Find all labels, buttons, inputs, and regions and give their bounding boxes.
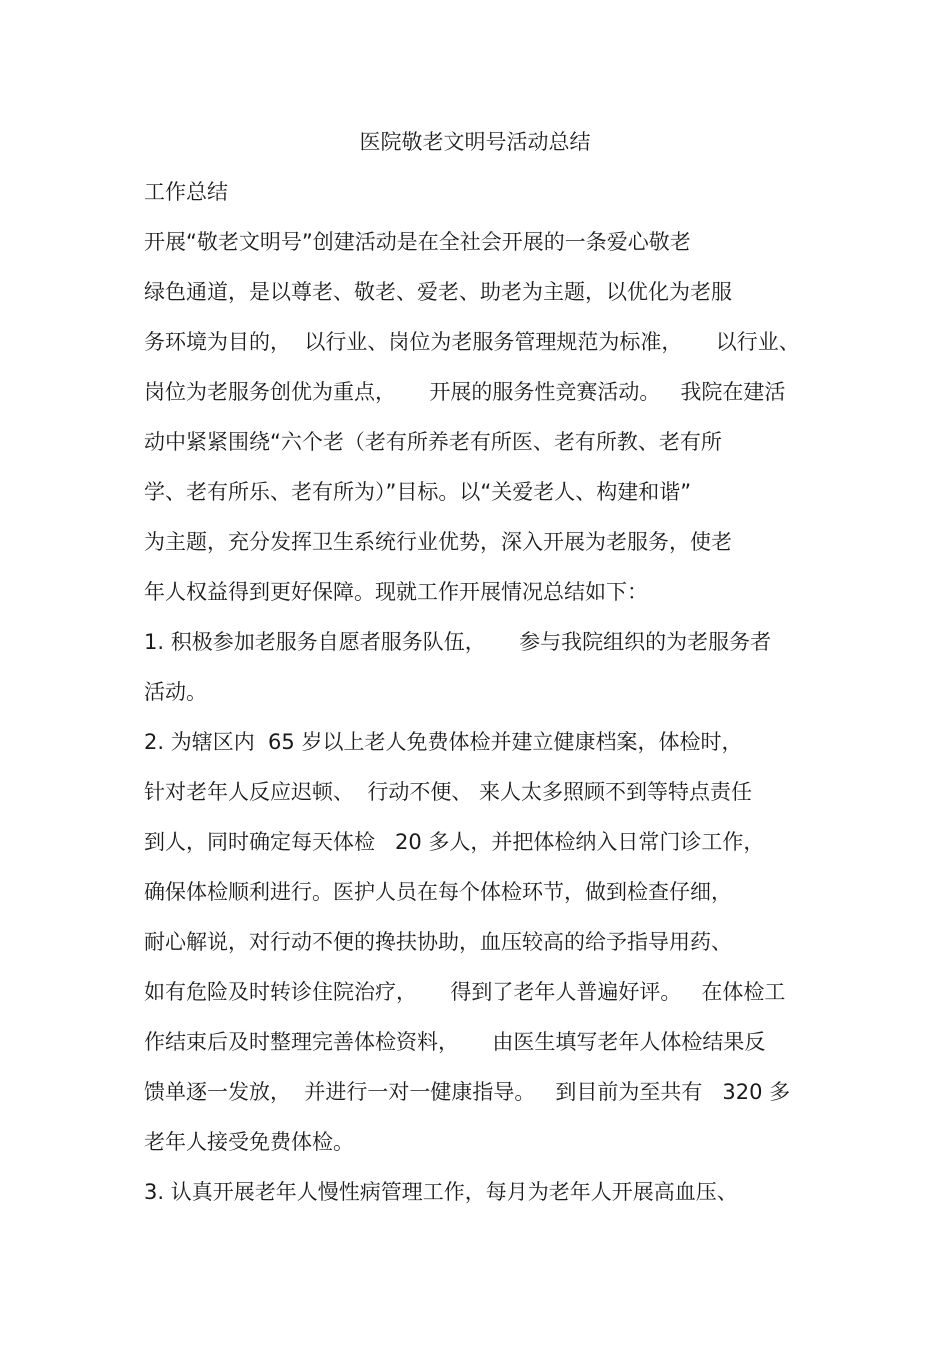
document-title: 医院敬老文明号活动总结: [359, 130, 591, 154]
body-line: 活动。: [144, 680, 207, 704]
body-line: 工作总结: [144, 180, 228, 204]
body-line: 为主题，充分发挥卫生系统行业优势，深入开展为老服务，使老: [144, 530, 732, 554]
body-line: 如有危险及时转诊住院治疗， 得到了老年人普遍好评。 在体检工: [144, 980, 786, 1004]
body-line: 馈单逐一发放， 并进行一对一健康指导。 到目前为至共有 320 多: [144, 1080, 791, 1104]
body-line: 到人，同时确定每天体检 20 多人，并把体检纳入日常门诊工作，: [144, 830, 765, 854]
body-line: 岗位为老服务创优为重点， 开展的服务性竞赛活动。 我院在建活: [144, 380, 786, 404]
body-line: 作结束后及时整理完善体检资料， 由医生填写老年人体检结果反: [144, 1030, 766, 1054]
body-line: 开展“敬老文明号”创建活动是在全社会开展的一条爱心敬老: [144, 230, 691, 254]
body-line: 学、老有所乐、老有所为）”目标。以“关爱老人、构建和谐”: [144, 480, 692, 504]
body-line: 耐心解说，对行动不便的搀扶协助，血压较高的给予指导用药、: [144, 930, 732, 954]
document-body: [144, 178, 824, 1228]
body-line: 针对老年人反应迟顿、 行动不便、 来人太多照顾不到等特点责任: [144, 780, 753, 804]
body-line: 1. 积极参加老服务自愿者服务队伍， 参与我院组织的为老服务者: [144, 630, 772, 654]
body-line: 动中紧紧围绕“六个老（老有所养老有所医、老有所教、老有所: [144, 430, 722, 454]
body-line: 务环境为目的， 以行业、岗位为老服务管理规范为标准， 以行业、: [144, 330, 800, 354]
body-line: 绿色通道，是以尊老、敬老、爱老、助老为主题，以优化为老服: [144, 280, 732, 304]
body-line: 2. 为辖区内 65 岁以上老人免费体检并建立健康档案，体检时，: [144, 730, 743, 754]
body-line: 老年人接受免费体检。: [144, 1130, 354, 1154]
body-line: 确保体检顺利进行。医护人员在每个体检环节，做到检查仔细，: [144, 880, 732, 904]
body-line: 3. 认真开展老年人慢性病管理工作，每月为老年人开展高血压、: [144, 1180, 738, 1204]
body-line: 年人权益得到更好保障。现就工作开展情况总结如下：: [144, 580, 648, 604]
